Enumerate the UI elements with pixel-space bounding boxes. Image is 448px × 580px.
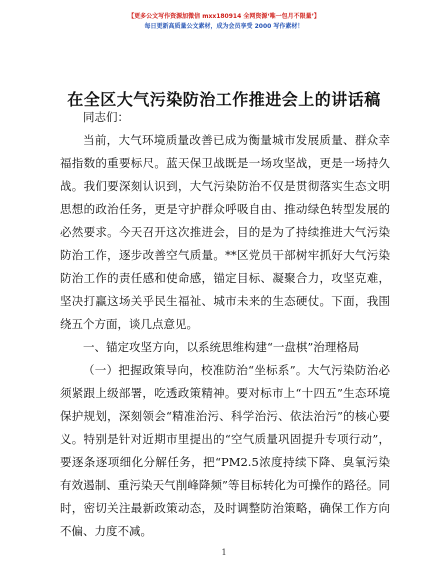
header-banner-subscribe: 每日更新高质量公文素材，成为会员享受 2000 写作素材！ bbox=[144, 23, 304, 30]
section-heading-1: 一、锚定攻坚方向，以系统思维构建“一盘棋”治理格局 bbox=[83, 340, 360, 354]
salutation: 同志们： bbox=[83, 110, 129, 124]
document-body bbox=[60, 106, 390, 543]
document-title: 在全区大气污染防治工作推进会上的讲话稿 bbox=[67, 90, 381, 109]
paragraph-section-1-1: （一）把握政策导向，校准防治“坐标系”。大气污染防治必须紧跟上级部署，吃透政策精神。要对标市上“十四五”生态环境保护规划，深刻领会“精准治污、科学治污、依法治污”的核心要义。特别是针对近期市里提出的“空气质量巩固提升专项行动”，要逐条逐项细化分解任务，把“PM2.5浓度持续下降、臭氧污染有效遏制、重污染天气削峰降频”等目标转化为可操作的路径。同时，密切关注最新政策动态，及时调整防治策略，确保工作方向不偏、力度不减。 bbox=[60, 363, 390, 538]
header-banner-promo: 【更多公文写作资源加微信 mxx180914 全网资源‘唯一包月不限量’】 bbox=[128, 13, 320, 20]
paragraph-intro: 当前，大气环境质量改善已成为衡量城市发展质量、群众幸福指数的重要标尺。蓝天保卫战既是一场攻坚战，更是一场持久战。我们要深刻认识到，大气污染防治不仅是贯彻落实生态文明思想的政治任务，更是守护群众呼吸自由、推动绿色转型发展的必然要求。今天召开这次推进会，目的是为了持续推进大气污染防治工作，逐步改善空气质量。**区党员干部树牢抓好大气污染防治工作的责任感和使命感，锚定目标、凝聚合力，攻坚克难，坚决打赢这场关乎民生福祉、城市未来的生态硬仗。下面，我围绕五个方面，谈几点意见。 bbox=[60, 133, 390, 331]
page-number: 1 bbox=[221, 548, 227, 557]
